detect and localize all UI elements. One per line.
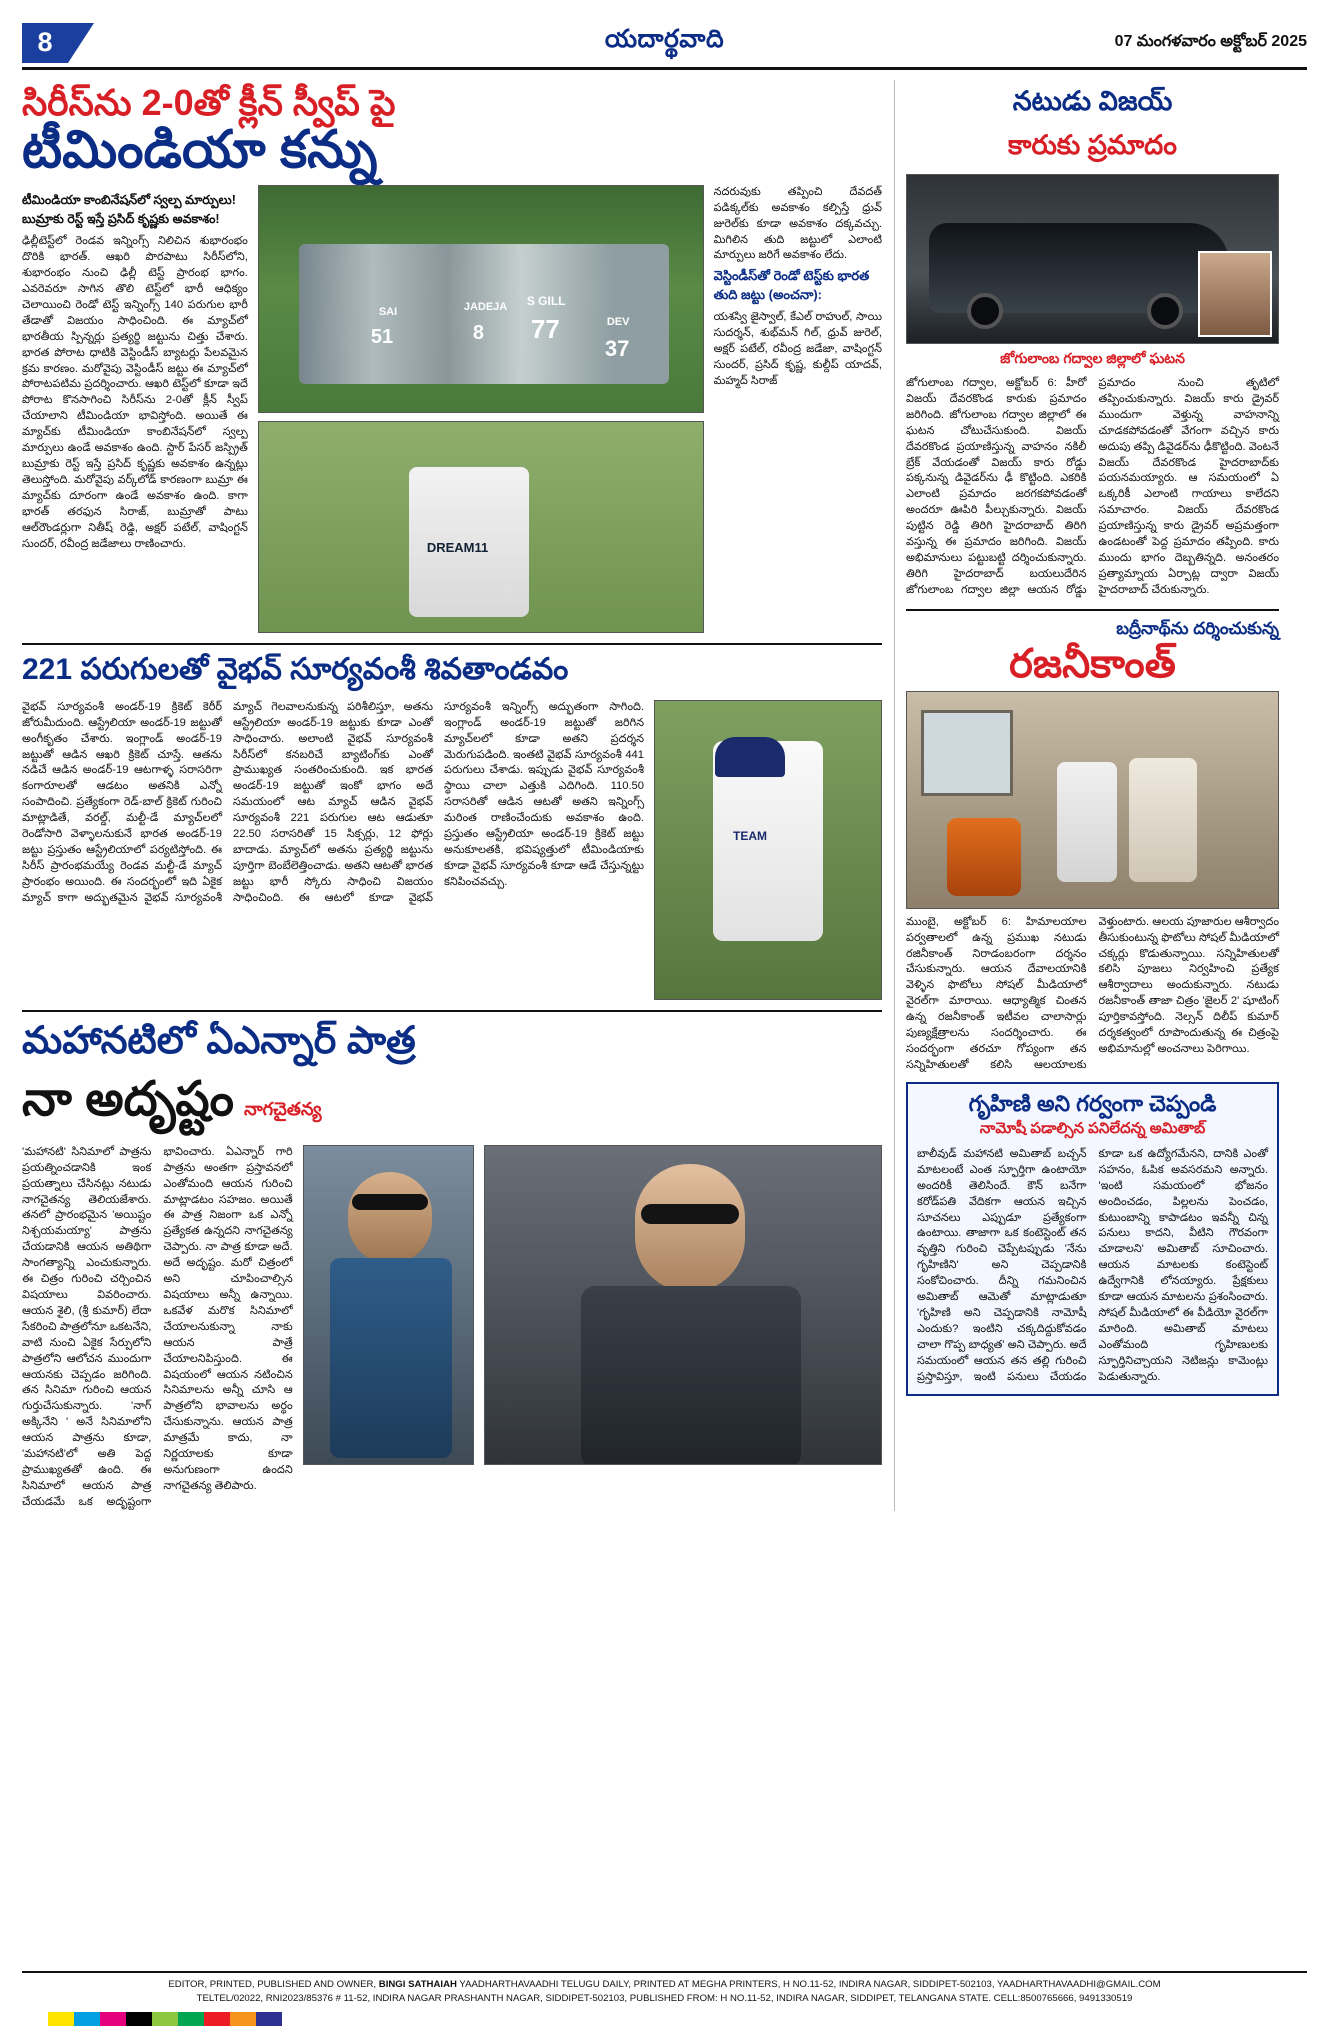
lead-body: ఢిల్లీటెస్ట్‌లో రెండవ ఇన్నింగ్స్ నిలిచిన శుభారంభం దొరికి భారత్. ఆఖరి పొరపాటు సిరీస్‌లోని, శుభారంభం నుంచి ఢిల్లీ టెస్ట్ ప్రారంభ భాగం. ఎవరెవరూ సాగిన తొలి టెస్ట్‌లో భారీ ఆధిక్యం చెలాయించి రెండో టెస్ట్ ఇన్నింగ్స్ 140 పరుగుల భారీ తేడాతో విజయం సాధించింది. ఈ మ్యాచ్‌లో భారతీయ స్పిన్నర్లు ప్రత్యర్థి జట్టును చిత్తు చేశారు. భారత పోరాట ధాటికి వెస్టిండీస్ బ్యాటర్లు పేలవమైన క్రమ కారణం. మరోవైపు వెస్టిండీస్ జట్టు ఈ మ్యాచ్‌లో పోరాటపటిమ ప్రదర్శించారు. ఆఖరి టెస్ట్‌లో కూడా ఇదే పోరాట కొనసాగించి సిరీస్‌ను 2-0తో క్లీన్ స్వీప్ చేయాలాని టీమిండియా భావిస్తోంది. అయితే ఈ మ్యాచ్‌కు టీమిండియా కాంబినేషన్‌లో స్వల్ప మార్పులు ఉండే అవకాశం ఉంది. స్టార్ పేసర్ జస్ప్రిత్ బుమ్రాకు రెస్ట్ ఇస్తే ప్రసిద్ కృష్ణకు అవకాశం ఉన్నట్లు తెలుస్తోంది. మరోవైపు వర్క్‌లోడ్ కారణంగా బుమ్రా ఈ మ్యాచ్‌కు దూరంగా ఉండే అవకాశం ఉంది. కాగా భారత్ తరఫున సిరాజ్, బుమ్రాతో పాటు ఆల్‌రౌండర్లుగా నితీష్ రెడ్డి, అక్షర్ పటేల్, వాషింగ్టన్ సుందర్, రవీంద్ర జడేజాలు రాణించారు. xyxy=(22,235,248,550)
color-swatch-0 xyxy=(22,2012,48,2026)
footer-imprint xyxy=(22,1971,1307,2006)
lead-body-tail: నదరువుకు తప్పించి దేవదత్ పడిక్కల్‌కు అవకాశం కల్పిస్తే ధ్రువ్ జురెల్‌కు కూడా అవకాశం దక్కవచ్చు. మిగిలిన తుది జట్టులో ఎలాంటి మార్పులు జరిగే అవకాశం లేదు. xyxy=(713,185,882,262)
color-swatch-4 xyxy=(126,2012,152,2026)
photo-rajinikanth-temple xyxy=(906,691,1279,909)
color-swatch-5 xyxy=(152,2012,178,2026)
divider-3 xyxy=(906,609,1279,611)
photo-naga-chaitanya xyxy=(303,1145,474,1465)
divider-1 xyxy=(22,643,882,645)
color-swatch-3 xyxy=(100,2012,126,2026)
footer-line-1-post: YAADHARTHAVAADHI TELUGU DAILY, PRINTED AT MEGHA PRINTERS, H NO.11-52, INDIRA NAGAR, SIDDIPET-502103, YAADHARTHAVAADHI@GMAIL.COM xyxy=(456,1979,1161,1991)
mahanati-headline-2: నా అదృష్టం xyxy=(22,1072,234,1126)
vaibhav-story xyxy=(22,653,882,1000)
mahanati-story xyxy=(22,1020,882,1511)
color-swatch-2 xyxy=(74,2012,100,2026)
footer-line-2: TELTEL/02022, RNI2023/85376 # 11-52, INDIRA NAGAR PRASHANTH NAGAR, SIDDIPET-502103, PUBLISHED FROM: H NO.11-52, INDIRA NAGAR, SIDDIPET, TELANGANA STATE. CELL:8500765666, 9491330519 xyxy=(196,1993,1133,2005)
rajini-body: ముంబై, అక్టోబర్ 6: హిమాలయాల పర్వతాలలో ఉన్న ప్రముఖ నటుడు రజినీకాంత్ నిరాడంబరంగా దర్శనం చేసుకున్నారు. ఆయన దేవాలయానికి వెళ్ళిన ఫొటోలు సోషల్ మీడియాలో వైరల్‌గా మారాయి. ఆధ్యాత్మిక చింతన ఉన్న రజనీకాంత్ ఇటీవల చాలాసార్లు పుణ్యక్షేత్రాలను సందర్శించారు. ఈ సందర్భంగా తరచూ గోప్యంగా తన సన్నిహితులతో కలిసి ఆలయాలకు వెళ్తుంటారు. ఆలయ పూజారుల ఆశీర్వాదం తీసుకుంటున్న ఫొటోలు సోషల్ మీడియాలో చక్కర్లు కొడుతున్నాయి. సన్నిహితులతో కలిసి పూజలు నిర్వహించి ప్రత్యేక ఆశీర్వాదాలు అందుకున్నారు. నటుడు రజనీకాంత్ తాజా చిత్రం 'జైలర్ 2' షూటింగ్ పూర్తికావస్తోంది. నెల్సన్ దిలీప్ కుమార్ దర్శకత్వంలో రూపొందుతున్న ఈ చిత్రంపై అభిమానుల్లో అంచనాలు పెరిగాయి. xyxy=(906,915,1279,1071)
footer-line-1-pre: EDITOR, PRINTED, PUBLISHED AND OWNER, xyxy=(168,1979,379,1991)
amitabh-promo-box xyxy=(906,1082,1279,1396)
squad-list: యశస్వి జైస్వాల్, కేఎల్ రాహుల్, సాయి సుదర్శన్, శుభ్‌మన్ గిల్, ధ్రువ్ జురెల్, అక్షర్ పటేల్, రవీంద్ర జడేజా, వాషింగ్టన్ సుందర్, ప్రసిద్ కృష్ణ, కుల్దీప్ యాదవ్, మహ్మద్ సిరాజ్ xyxy=(713,311,882,387)
color-swatch-9 xyxy=(256,2012,282,2026)
page-content xyxy=(22,80,1307,1511)
photo-amitabh xyxy=(484,1145,882,1465)
rajinikanth-story xyxy=(906,619,1279,1074)
lead-headline-top: సిరీస్‌ను 2-0తో క్లీన్ స్వీప్ పై xyxy=(22,82,396,123)
photo-bowler: DREAM11 xyxy=(258,421,704,633)
vijay-story xyxy=(906,86,1279,599)
mahanati-headline-1: మహానటిలో ఏఎన్నార్ పాత్ర xyxy=(22,1019,416,1062)
lead-kicker: టీమిండియా కాంబినేషన్‌లో స్వల్ప మార్పులు! బుమ్రాకు రెస్ట్ ఇస్తే ప్రసిద్ కృష్ణకు అవకాశం! xyxy=(22,192,236,226)
footer-line-1 xyxy=(22,1978,1307,1992)
promo-headline-1: గృహిణి అని గర్వంగా చెప్పండి xyxy=(968,1090,1217,1116)
photo-team-celebration: SAI 51 JADEJA 8 S GILL 77 DEV 37 xyxy=(258,185,704,413)
right-column xyxy=(894,80,1279,1511)
page-number: 8 xyxy=(22,23,68,63)
color-swatch-1 xyxy=(48,2012,74,2026)
left-column xyxy=(22,80,882,1511)
promo-headline-2: నామోషీ పడాల్సిన పనిలేదన్న అమితాబ్ xyxy=(979,1119,1206,1137)
divider-2 xyxy=(22,1010,882,1012)
lead-story xyxy=(22,84,882,633)
vijay-photo-caption: జోగులాంబ గద్వాల జిల్లాలో ఘటన xyxy=(1000,350,1185,366)
rajini-headline: రజనీకాంత్ xyxy=(1009,641,1176,686)
masthead xyxy=(22,18,1307,70)
color-swatch-8 xyxy=(230,2012,256,2026)
mahanati-byline: నాగచైతన్య xyxy=(243,1098,322,1119)
rajini-kicker: బద్రీనాథ్‌ను దర్శించుకున్న xyxy=(1116,618,1279,638)
inset-portrait-vijay xyxy=(1198,251,1272,337)
footer-owner-name: BINGI SATHAIAH xyxy=(378,1979,457,1991)
vijay-headline-1: నటుడు విజయ్ xyxy=(1012,86,1173,116)
photo-damaged-car xyxy=(906,174,1279,344)
edition-date: 07 మంగళవారం అక్టోబర్ 2025 xyxy=(1114,32,1307,50)
vijay-headline-2: కారుకు ప్రమాదం xyxy=(1008,130,1177,160)
lead-headline-main: టీమిండియా కన్ను xyxy=(22,120,378,179)
photo-vaibhav: TEAM xyxy=(654,700,882,1000)
color-swatch-6 xyxy=(178,2012,204,2026)
color-swatch-7 xyxy=(204,2012,230,2026)
paper-title: యదార్థవాది xyxy=(604,25,725,53)
mahanati-body: 'మహానటి' సినిమాలో పాత్రను ప్రయత్నించడానికి ఇంక ప్రయత్నాలు చేసినట్లు నటుడు నాగచైతన్య తెలియజేశారు. తనలో ప్రారంభమైన 'అయిష్టం నిశ్చయమయ్యా' పాత్రను చేయడానికి ఆయన అతిథిగా సాంగత్యాన్ని ఎంచుకున్నారు. ఈ చిత్రం గురించి చర్చించిన విషయాలు వివరించారు. ఆయన శైలి, (శ్రీ కుమార్) లేదా సేకరించి పాత్రలోనూ ఒకటనేని, వాటి నుంచి ఏకైక సేర్పులోని పాత్రలోని ఆలోచన ముందుగా ఆయనకు చెప్పడం జరిగింది. తన సినిమా గురించి ఆయన గుర్తుచేసుకున్నారు. 'నాగ్ అక్కినేని ' అనే సినిమాలోని ఆయన పాత్రను కూడా, 'మహానటి'లో అతి పెద్ద ప్రాముఖ్యతతో ఉంది. ఈ సినిమాలో ఆయన పాత్ర చేయడమే ఒక అదృష్టంగా భావించారు. ఏఎన్నార్ గారి పాత్రను అంతగా ప్రస్తావనలో ఎంతోమంది ఆయన గురించి మాట్లాడటం సహజం. అయితే ఈ పాత్ర నిజంగా ఒక ఎన్నో ప్రత్యేకత ఉన్నదని నాగచైతన్య చెప్పారు. నా పాత్ర కూడా అదే. అదే అదృష్టం. మరో చిత్రంలో అని చూపించాల్సిన విషయాలు అన్నీ ఉన్నాయి. ఒకవేళ మరొక సినిమాలో చేయాలనుకున్నా నాకు ఆయన పాత్రే చేయాలనిపిస్తుంది. ఈ విషయంలో ఆయన నటించిన సినిమాలను అన్నీ చూసి ఆ పాత్రలోని భావాలను అర్థం చేసుకున్నాను. ఆయన పాత్ర మాత్రమే కాదు, నా నిర్ణయాలకు కూడా అనుగుణంగా ఉందని నాగచైతన్య తెలిపారు. xyxy=(22,1145,293,1508)
squad-subhead: వెస్టిండీస్‌తో రెండో టెస్ట్‌కు భారత తుది జట్టు (అంచనా): xyxy=(713,268,870,303)
vaibhav-headline: 221 పరుగులతో వైభవ్ సూర్యవంశీ శివతాండవం xyxy=(22,652,569,686)
registration-color-bar xyxy=(22,2012,282,2026)
promo-body: బాలీవుడ్ మహానటి అమితాబ్ బచ్చన్ మాటలంటే ఎంత స్ఫూర్తిగా ఉంటాయో అందరికీ తెలిసిందే. కౌన్ బనేగా కరోడ్‌పతి వేదికగా ఆయన ఇచ్చిన సూచనలు ఎప్పుడూ ప్రత్యేకంగా ఉంటాయి. తాజాగా ఒక కంటెస్టెంట్ తన వృత్తిని గురించి చెప్పేటప్పుడు 'నేను గృహిణిని' అని చెప్పడానికి సంకోచించారు. దీన్ని గమనించిన అమితాబ్ ఆమెతో మాట్లాడుతూ 'గృహిణి అని చెప్పడానికి నామోషీ ఎందుకు? ఇంటిని చక్కదిద్దుకోవడం చాలా గొప్ప బాధ్యత' అని చెప్పారు. అదే సమయంలో ఆయన తన తల్లి గురించి ప్రస్తావిస్తూ, ఇంటి పనులు చేయడం కూడా ఒక ఉద్యోగమేనని, దానికి ఎంతో సహనం, ఓపిక అవసరమని అన్నారు. 'ఇంటి సమయంలో భోజనం అందించడం, పిల్లలను పెంచడం, కుటుంబాన్ని కాపాడటం ఇవన్నీ చిన్న పనులు కాదని, వీటిని గౌరవంగా చూడాలని' అమితాబ్ సూచించారు. ఆయన మాటలకు కంటెస్టెంట్ ఉద్వేగానికి లోనయ్యారు. ప్రేక్షకులు కూడా ఆయన మాటలను ప్రశంసించారు. సోషల్ మీడియాలో ఈ వీడియో వైరల్‌గా మారింది. అమితాబ్ మాటలు ఎంతోమంది గృహిణులకు స్ఫూర్తినిచ్చాయని నెటిజన్లు కామెంట్లు పెడుతున్నారు. xyxy=(917,1147,1268,1383)
vaibhav-body: వైభవ్ సూర్యవంశీ అండర్-19 క్రికెట్ కెరీర్ జోరుమీదుంది. ఆస్ట్రేలియా అండర్-19 జట్టుతో అంగీకృతం చేశారు. ఇంగ్లాండ్ అండర్-19 జట్టుతో ఆడిన ఆఖరి క్రికెట్ చూస్తే. ఆతను నడిచే ఆడిన అండర్-19 ఆటగాళ్ళ సరాసరిగా కంగారూలతో ఆడటం అతనికి ఎన్నో సంపాదించి. ప్రత్యేకంగా రెడ్-బాల్ క్రికెట్ గురించి మాట్లాడితే, వరల్డ్, మల్టీ-డే మ్యాచ్‌లలో రెండోసారి వెళ్ళాలనుకునే భారత అండర్-19 జట్టు ప్రస్తుతం ఆస్ట్రేలియాలో పర్యటిస్తోంది. ఈ సిరీస్ ప్రారంభమయ్యే రెండవ మల్టీ-డే మ్యాచ్ ప్రారంభం అయింది. ఈ సందర్భంలో ఇది ఏకైక మ్యాచ్ కాగా అద్భుతమైన వైభవ్ సూర్యవంశీ మ్యాచ్ గెలవాలనుకున్న పరిశీలిస్తూ, అతను ఆస్ట్రేలియా అండర్-19 జట్టుకు కూడా ఎంతో సాధించారు. అలాంటి వైభవ్ సూర్యవంశీ సిరీస్‌లో కనబరిచే బ్యాటింగ్‌కు ఎంతో ప్రాముఖ్యత సంతరించుకుంది. ఇక భారత అండర్-19 జట్టుతో ఇంకో భాగం అదే సమయంలో ఆట మ్యాచ్ ఆడిన వైభవ్ సూర్యవంశీ 221 పరుగుల ఆట ఆడుతూ 22.50 సరాసరితో 15 సిక్సర్లు, 12 ఫోర్లు బాదాడు. మ్యాచ్‌లో అతను ప్రత్యర్థి జట్టును పూర్తిగా బెంబేలెత్తించాడు. అతని ఆటతో భారత జట్టు భారీ స్కోరు సాధించి విజయం సాధించింది. ఈ ఆటలో కూడా వైభవ్ సూర్యవంశీ ఇన్నింగ్స్ అద్భుతంగా సాగింది. ఇంగ్లాండ్ అండర్-19 జట్టుతో జరిగిన మ్యాచ్‌లలో కూడా అతని ప్రదర్శన మెరుగుపడింది. ఇంతటి వైభవ్ సూర్యవంశీ 441 పరుగులు చేశాడు. ఇప్పుడు వైభవ్ సూర్యవంశీ స్థాయి చాలా ఎత్తుకి ఎదిగింది. 110.50 సరాసరితో ఆడిన ఆటతో అతని ఇన్నింగ్స్ మరింత రాణించేందుకు అవకాశం ఉంది. ప్రస్తుతం ఆస్ట్రేలియా అండర్-19 క్రికెట్ జట్టు అనుకూలతకి, భవిష్యత్తులో టీమిండియాకు కూడా వైభవ్ సూర్యవంశీ కూడా ఆడే చేస్తున్నట్టు కనిపించవచ్చు. xyxy=(22,700,644,904)
vijay-body: జోగులాంబ గద్వాల, అక్టోబర్ 6: హీరో విజయ్ దేవరకొండ కారుకు ప్రమాదం జరిగింది. జోగులాంబ గద్వాల జిల్లాలో ఈ ఘటన చోటుచేసుకుంది. విజయ్ దేవరకొండ ప్రయాణిస్తున్న వాహనం నకిలీ బ్రేక్ వేయడంతో విజయ్ కారు రోడ్డు పక్కనున్న డివైడర్‌ను ఢీ కొట్టింది. ఎకరికి ఎలాంటి ప్రమాదం జరగకపోవడంతో అందరూ ఊపిరి పీల్చుకున్నారు. విజయ్ పుట్టిన రెడ్డి తిరిగి హైదరాబాద్ తిరిగి వస్తున్న ఈ ప్రమాదం జరిగింది. విజయ్ అభిమానులు పట్టుబట్టి దర్శించుకున్నారు. తిరిగి హైదరాబాద్ బయలుదేరిన జోగులాంబ గద్వాల జిల్లా ఆయన రోడ్డు ప్రమాదం నుంచి తృటిలో తప్పించుకున్నారు. విజయ్ కారు డ్రైవర్ ముందుగా వెళ్తున్న వాహనాన్ని చూడకపోవడంతో వేగంగా వచ్చిన కారు అదుపు తప్పి డివైడర్‌ను ఢీకొట్టింది. వెంటనే విజయ్ దేవరకొండ హైదరాబాద్‌కు పయనమయ్యారు. ఆ సమయంలో ఏ ఒక్కరికీ ఎలాంటి గాయాలు కాలేదని సమాచారం. విజయ్ దేవరకొండ ప్రయాణిస్తున్న కారు డ్రైవర్ అప్రమత్తంగా ఉండటంతో పెద్ద ప్రమాదం తప్పింది. కారు ముందు భాగం దెబ్బతిన్నది. అనంతరం ప్రత్యామ్నాయ ఏర్పాట్ల ద్వారా విజయ్ హైదరాబాద్ చేరుకున్నారు. xyxy=(906,377,1279,596)
